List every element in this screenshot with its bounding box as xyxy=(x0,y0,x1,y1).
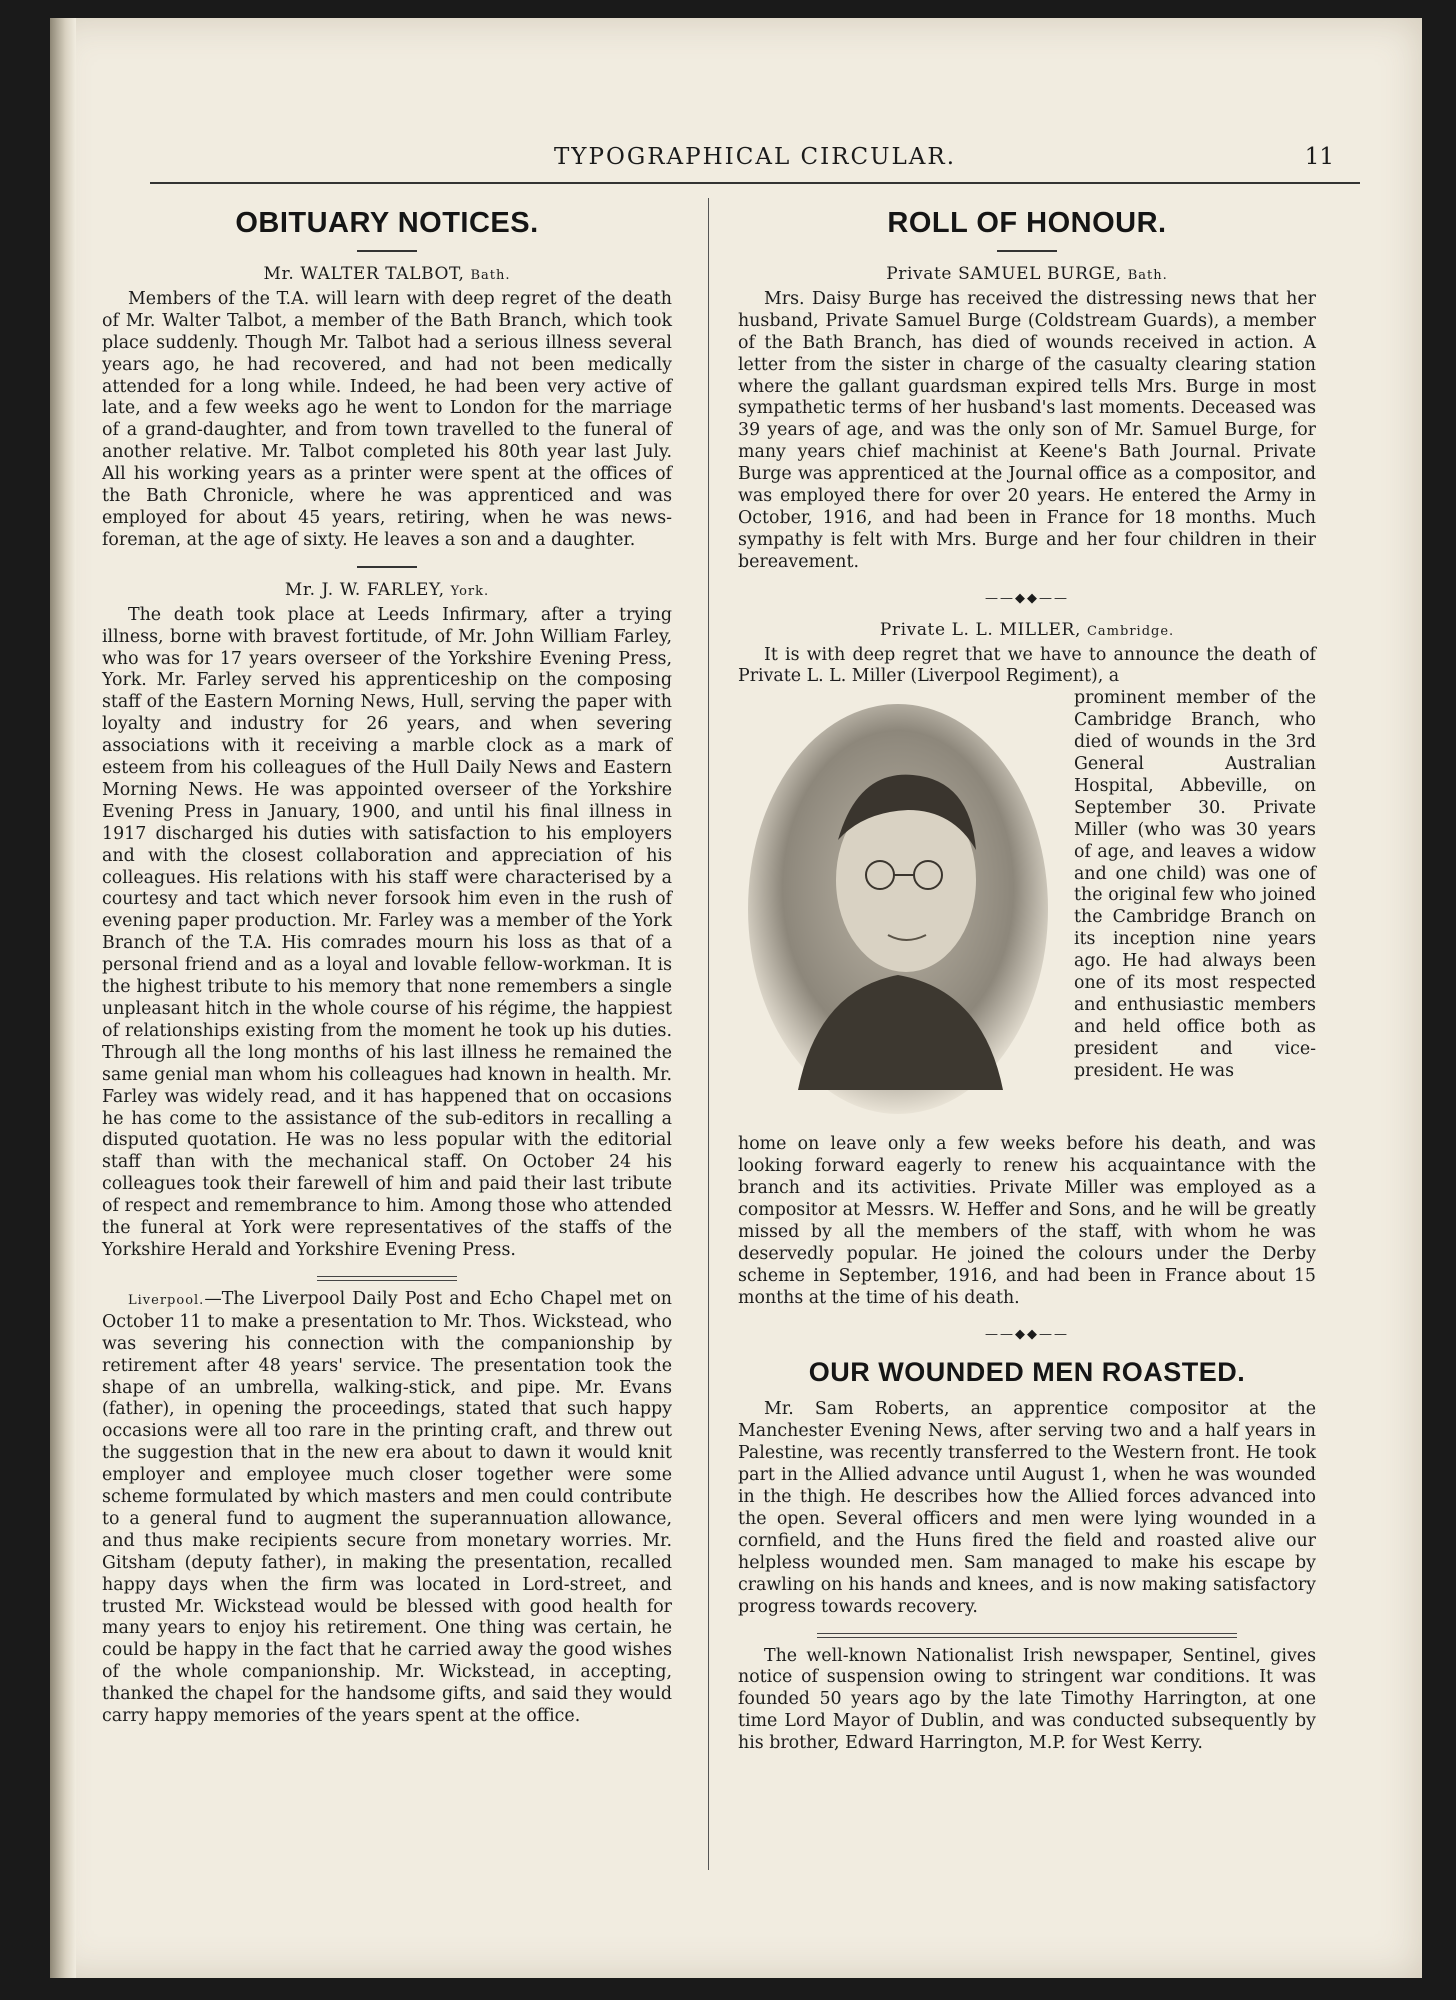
miller-intro: It is with deep regret that we have to announce the death of Private L. L. Miller (Liverpool Regiment), a xyxy=(738,644,1316,687)
burge-place: Bath. xyxy=(1127,268,1168,283)
roll-heading: ROLL OF HONOUR. xyxy=(887,207,1167,239)
left-column xyxy=(102,206,672,1742)
portrait-photo xyxy=(738,690,1058,1128)
liverpool-item xyxy=(102,1289,672,1728)
farley-subhead xyxy=(102,580,672,603)
talbot-body: Members of the T.A. will learn with deep regret of the death of Mr. Walter Talbot, a member of the Bath Branch, which took place suddenly. Though Mr. Talbot had a serious illness several years ago, he had recovered, and had not been medically attended for a long while. Indeed, he had been very active of late, and a few weeks ago he went to London for the marriage of a grand-daughter, and from town travelled to the funeral of another relative. Mr. Talbot completed his 80th year last July. All his working years as a printer were spent at the offices of the Bath Chronicle, where he was apprenticed and was employed for about 45 years, retiring, when he was news-foreman, at the age of sixty. He leaves a son and a daughter. xyxy=(102,288,672,550)
wounded-article xyxy=(738,1399,1316,1618)
double-rule xyxy=(317,1276,457,1281)
miller-beside-photo: prominent member of the Cambridge Branch, who died of wounds in the 3rd General Australian Hospital, Abbeville, on September 30. Private Miller (who was 30 years of age, and leaves a widow and one child) was one of the original few who joined the Cambridge Branch on its inception nine years ago. He had always been one of its most respected and enthusiastic members and held office both as president and vice-president. He was xyxy=(1074,688,1316,1081)
miller-name: Private L. L. MILLER, xyxy=(879,619,1081,640)
newspaper-page xyxy=(50,18,1422,1978)
roll-miller xyxy=(738,620,1316,1310)
heading-rule xyxy=(997,250,1057,252)
burge-body: Mrs. Daisy Burge has received the distressing news that her husband, Private Samuel Burge (Coldstream Guards), a member of the Bath Branch, has died of wounds received in action. A letter from the sister in charge of the casualty clearing station where the gallant guardsman expired tells Mrs. Burge in most sympathetic terms of her husband's last moments. Deceased was 39 years of age, and was the only son of Mr. Samuel Burge, for many years chief machinist at Keene's Bath Journal. Private Burge was apprenticed at the Journal office as a compositor, and was employed there for over 20 years. He entered the Army in October, 1916, and had been in France for 18 months. Much sympathy is felt with Mrs. Burge and her four children in their bereavement. xyxy=(738,288,1316,572)
burge-name: Private SAMUEL BURGE, xyxy=(886,264,1122,284)
double-rule xyxy=(817,1633,1237,1638)
column-divider xyxy=(708,198,709,1870)
wounded-body: Mr. Sam Roberts, an apprentice compositor at the Manchester Evening News, after serving two and a half years in Palestine, was recently transferred to the Western front. He took part in the Allied advance until August 1, when he was wounded in the thigh. He describes how the Allied forces advanced into the open. Several officers and men were lying wounded in a cornfield, and the Huns fired the field and roasted alive our helpless wounded men. Sam managed to make his escape by crawling on his hands and knees, and is now making satisfactory progress towards recovery. xyxy=(738,1399,1316,1617)
liverpool-body: —The Liverpool Daily Post and Echo Chapel met on October 11 to make a presentation to Mr. Thos. Wickstead, who was severing his connection with the companionship by retirement after 48 years' service. The presentation took the shape of an umbrella, walking-stick, and pipe. Mr. Evans (father), in opening the proceedings, stated that such happy occasions were all too rare in the printing craft, and threw out the suggestion that in the new era about to dawn it would knit employer and employee much closer together were some scheme formulated by which masters and men could contribute to a general fund to augment the superannuation allowance, and thus make recipients secure from monetary worries. Mr. Gitsham (deputy father), in making the presentation, recalled happy days when the firm was located in Lord-street, and trusted Mr. Wickstead would be blessed with good health for many years to enjoy his retirement. One thing was certain, he could be happy in the fact that he carried away the good wishes of the whole companionship. Mr. Wickstead, in accepting, thanked the chapel for the handsome gifts, and said they would carry happy memories of the years spent at the office. xyxy=(102,1288,672,1727)
running-head xyxy=(150,136,1360,184)
obituary-talbot xyxy=(102,264,672,552)
ornament-divider: ——◆◆—— xyxy=(985,590,1069,606)
sentinel-article xyxy=(738,1646,1316,1756)
ornament-divider: ——◆◆—— xyxy=(985,1326,1069,1342)
right-column xyxy=(738,206,1316,1769)
journal-title: TYPOGRAPHICAL CIRCULAR. xyxy=(553,144,957,170)
miller-portrait xyxy=(738,690,1058,1128)
liverpool-lead: Liverpool. xyxy=(128,1292,205,1308)
talbot-subhead xyxy=(102,264,672,287)
page-spine xyxy=(50,18,76,1978)
miller-place: Cambridge. xyxy=(1086,623,1175,639)
section-rule xyxy=(357,566,417,568)
heading-rule xyxy=(357,250,417,252)
miller-after-photo: home on leave only a few weeks before his death, and was looking forward eagerly to renew his acquaintance with the branch and its activities. Private Miller was employed as a compositor at Messrs. W. Heffer and Sons, and he will be greatly missed by all the members of the staff, with whom he was deservedly popular. He joined the colours under the Derby scheme in September, 1916, and had been in France about 15 months at the time of his death. xyxy=(738,1134,1316,1308)
miller-subhead xyxy=(738,620,1316,643)
farley-body: The death took place at Leeds Infirmary, after a trying illness, borne with bravest fortitude, of Mr. John William Farley, who was for 17 years overseer of the Yorkshire Evening Press, York. Mr. Farley served his apprenticeship on the composing staff of the Eastern Morning News, Hull, serving the paper with loyalty and industry for 26 years, and when severing associations with it receiving a marble clock as a mark of esteem from his colleagues of the Hull Daily News and Eastern Morning News. He was appointed overseer of the Yorkshire Evening Press in January, 1900, and until his final illness in 1917 discharged his duties with satisfaction to his employers and with the closest collaboration and appreciation of his colleagues. His relations with his staff were characterised by a courtesy and tact which never forsook him even in the rush of evening paper production. Mr. Farley was a member of the York Branch of the T.A. His comrades mourn his loss as that of a personal friend and as a loyal and lovable fellow-workman. It is the highest tribute to his memory that none remembers a single unpleasant hitch in the whole course of his régime, the happiest of relationships existing from the moment he took up his duties. Through all the long months of his last illness he remained the same genial man whom his colleagues had known in health. Mr. Farley was widely read, and it has happened that on occasions he has come to the assistance of the sub-editors in recalling a disputed quotation. He was no less popular with the editorial staff than with the mechanical staff. On October 24 his colleagues took their farewell of him and paid their last tribute of respect and remembrance to him. Among those who attended the funeral at York were representatives of the staffs of the Yorkshire Herald and Yorkshire Evening Press. xyxy=(102,604,672,1260)
talbot-place: Bath. xyxy=(470,268,511,283)
farley-name: Mr. J. W. FARLEY, xyxy=(284,579,445,600)
burge-subhead xyxy=(738,264,1316,287)
sentinel-body: The well-known Nationalist Irish newspaper, Sentinel, gives notice of suspension owing to stringent war conditions. It was founded 50 years ago by the late Timothy Harrington, at one time Lord Mayor of Dublin, and was conducted subsequently by his brother, Edward Harrington, M.P. for West Kerry. xyxy=(738,1645,1316,1754)
roll-burge xyxy=(738,264,1316,574)
page-number: 11 xyxy=(1304,144,1334,170)
liverpool-paragraph xyxy=(102,1289,672,1728)
talbot-name: Mr. WALTER TALBOT, xyxy=(263,264,465,284)
obituary-farley xyxy=(102,580,672,1262)
obituary-heading: OBITUARY NOTICES. xyxy=(235,207,539,239)
wounded-heading: OUR WOUNDED MEN ROASTED. xyxy=(808,1357,1246,1388)
farley-place: York. xyxy=(450,583,490,599)
